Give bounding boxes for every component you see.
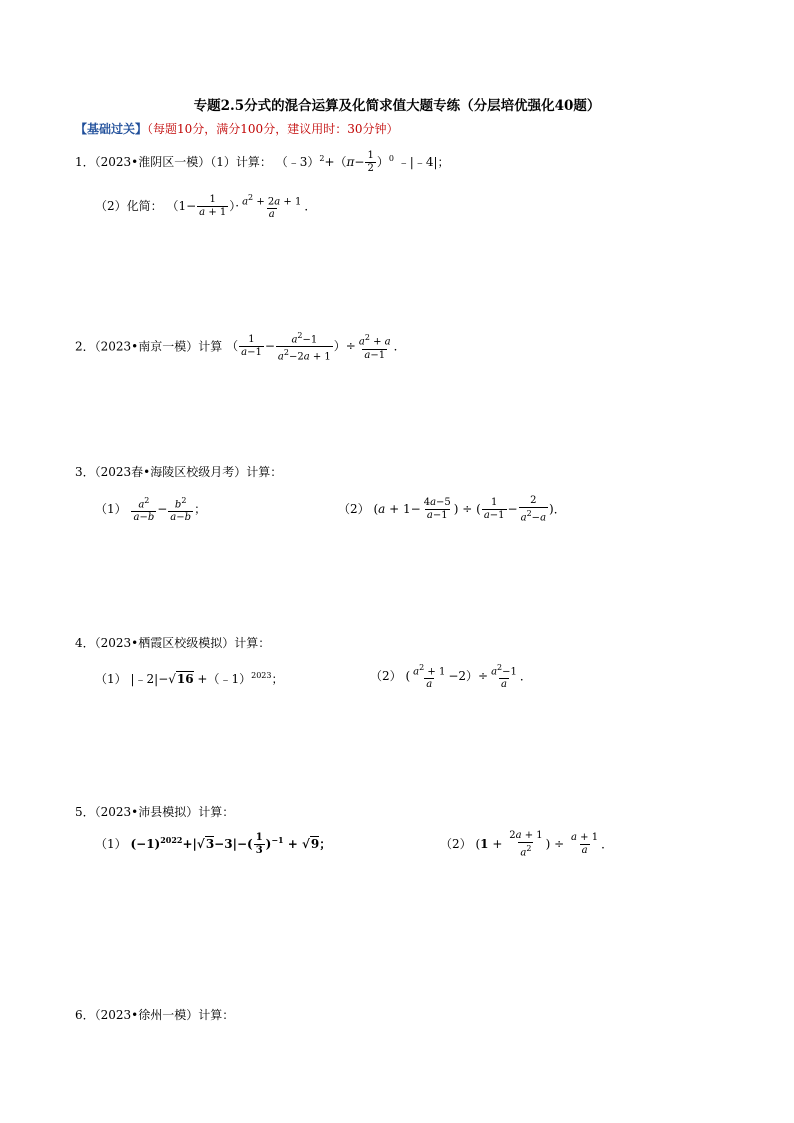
part-label: （2）化简： xyxy=(95,199,163,214)
problem-source: （2023•徐州一模） xyxy=(94,1008,199,1022)
problem-5-line-1 xyxy=(75,803,234,820)
problem-intro: 计算： xyxy=(246,465,283,479)
problem-3-line-1 xyxy=(75,463,282,480)
part-label: （1） xyxy=(95,672,127,686)
problem-source: （2023•栖霞区校级模拟） xyxy=(94,636,235,650)
math-expression: (1 + $\frac{2a + 1}{a^2}$ ) ÷ $\frac{a + 1}{a}$ ． xyxy=(475,830,614,859)
problem-number: 1． xyxy=(75,155,95,169)
problem-source: （2023•淮阴区一模） xyxy=(94,155,211,169)
problem-number: 3． xyxy=(75,465,95,479)
problem-4-part-1 xyxy=(95,670,284,687)
problem-intro: 计算 xyxy=(198,339,223,354)
problem-intro: 计算： xyxy=(198,1008,235,1022)
math-expression: ( $\frac{a^2 + 1}{a}$ −2）÷ $\frac{a^2-1}{a}$ ． xyxy=(405,663,532,691)
problem-number: 4． xyxy=(75,636,95,650)
part-label: （2） xyxy=(338,502,370,517)
part-label: （2） xyxy=(370,669,402,684)
problem-1-line-1 xyxy=(75,150,450,175)
part-label: （1） xyxy=(95,837,127,851)
math-expression: （ $\frac{1}{a-1}$ − $\frac{a^2-1}{a^2-2a + 1}$ ）÷ $\frac{a^2 + a}{a-1}$ ． xyxy=(226,331,406,363)
math-expression: (a + 1− $\frac{4a-5}{a-1}$ ) ÷ ( $\frac{1}{a-1}$ − $\frac{2}{a^2-a}$ )． xyxy=(373,495,566,524)
problem-2-line-1 xyxy=(75,330,406,364)
problem-source: （2023春•海陵区校级月考） xyxy=(94,465,247,479)
problem-source: （2023•南京一模） xyxy=(94,339,199,354)
math-expression: $(-1)^{2022}+|√3-3|-$( $\frac{1}{3}$ )$^{-1}$ + √9； xyxy=(130,832,332,856)
problem-intro: 计算： xyxy=(234,636,271,650)
problem-6-line-1 xyxy=(75,1006,234,1023)
problem-5-part-1 xyxy=(95,832,331,857)
problem-source: （2023•沛县模拟） xyxy=(94,805,199,819)
part-label: （2） xyxy=(440,837,472,852)
problem-intro: 计算： xyxy=(198,805,235,819)
math-expression: （1− $\frac{1}{a + 1}$ ）· $\frac{a^2 + 2a + 1}{a}$ ． xyxy=(166,193,317,221)
problem-number: 2． xyxy=(75,339,95,354)
problem-1-line-2 xyxy=(95,192,316,221)
section-header xyxy=(75,120,398,137)
part-label: （1）计算： xyxy=(210,155,272,169)
problem-5-part-2 xyxy=(440,830,613,859)
math-expression: |﹣2|−√16 +（﹣1）$^{2023}$； xyxy=(130,671,284,686)
page-title: 专题2.5分式的混合运算及化简求值大题专练（分层培优强化40题） xyxy=(193,98,601,114)
problem-3-part-1 xyxy=(95,495,206,524)
problem-4-part-2 xyxy=(370,662,532,691)
problem-number: 6． xyxy=(75,1008,95,1022)
section-note: （每题10分，满分100分，建议用时：30分钟） xyxy=(147,122,399,136)
problem-3-part-2 xyxy=(338,495,566,524)
part-label: （1） xyxy=(95,502,127,517)
section-title: 【基础过关】 xyxy=(75,122,148,136)
math-expression: $\frac{a^2}{a-b}$ − $\frac{b^2}{a-b}$ ； xyxy=(133,496,207,524)
math-expression: （﹣3）$^2$+（π− $\frac{1}{2}$ ）$^0$ ﹣|﹣4|； xyxy=(275,150,450,174)
problem-number: 5． xyxy=(75,805,95,819)
problem-4-line-1 xyxy=(75,634,270,651)
